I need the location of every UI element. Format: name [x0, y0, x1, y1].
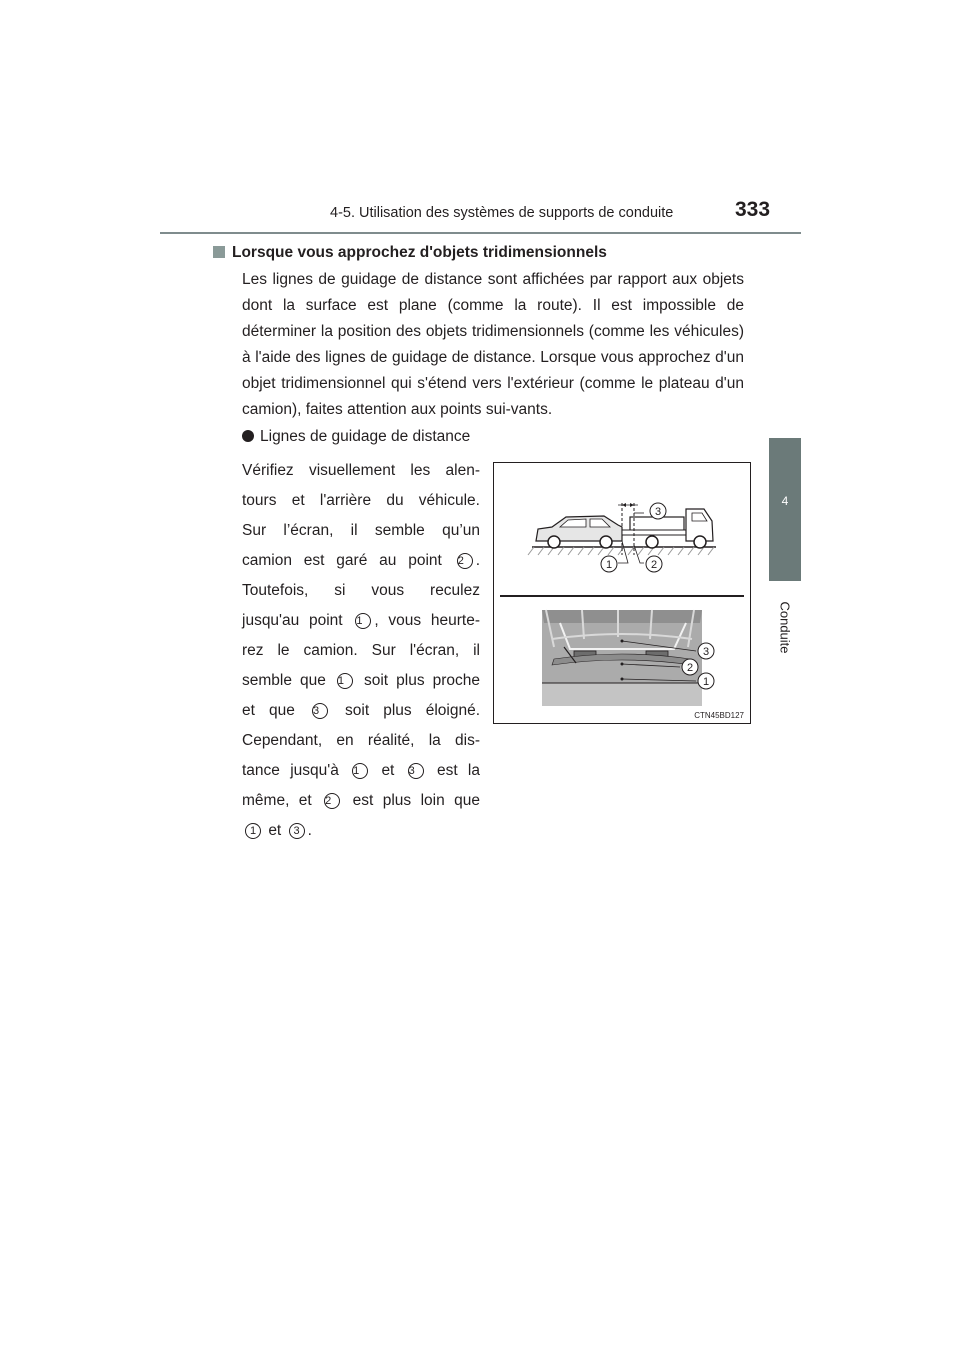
marker-1: 1 [352, 763, 368, 779]
figure-label-1: 1 [605, 559, 613, 571]
text-line: tance jusqu'à 1 et 3 est la [242, 762, 480, 779]
illustration-svg [494, 463, 750, 723]
marker-1: 1 [355, 613, 371, 629]
round-bullet-icon [242, 430, 254, 442]
marker-3: 3 [289, 823, 305, 839]
bullet-item [242, 428, 470, 446]
square-bullet-icon [213, 246, 225, 258]
text-line: Toutefois, si vous reculez [242, 582, 480, 599]
explanation-text [242, 456, 480, 846]
intro-paragraph: Les lignes de guidage de distance sont affichées par rapport aux objets dont la surface est plane (comme la route). Il est impossible de déterminer la position des objets tridimensionnels (comme les véhicules) à l'aide des lignes de guidage de distance. Lorsque vous approchez d'un objet tridimensionnel qui s'étend vers l'extérieur (comme le plateau d'un camion), faites attention aux points sui-vants. [242, 271, 744, 419]
figure-code: CTN45BD127 [694, 711, 744, 720]
text-line: jusqu'au point 1 , vous heurte- [242, 612, 480, 629]
chapter-tab-number: 4 [781, 494, 789, 508]
text-line: et que 3 soit plus éloigné. [242, 702, 480, 719]
figure-label-1: 1 [702, 676, 710, 688]
marker-3: 3 [408, 763, 424, 779]
marker-3: 3 [312, 703, 328, 719]
marker-2: 2 [457, 553, 473, 569]
marker-1: 1 [337, 673, 353, 689]
section-heading [213, 244, 607, 262]
marker-1: 1 [245, 823, 261, 839]
text-line: rez le camion. Sur l'écran, il [242, 642, 480, 659]
text-line: Cependant, en réalité, la dis- [242, 732, 480, 749]
figure-label-2: 2 [686, 662, 694, 674]
chapter-tab [769, 438, 801, 581]
text-line: semble que 1 soit plus proche [242, 672, 480, 689]
text-line: Vérifiez visuellement les alen- [242, 462, 480, 479]
text-line: Sur l’écran, il semble qu’un [242, 522, 480, 539]
section-heading-text: Lorsque vous approchez d'objets tridimensionnels [232, 244, 607, 261]
text-line: camion est garé au point 2 . [242, 552, 480, 569]
chapter-tab-label: Conduite [777, 601, 793, 654]
text-line: tours et l'arrière du véhicule. [242, 492, 480, 509]
text-line: même, et 2 est plus loin que [242, 792, 480, 809]
text-line: 1 et 3 . [242, 816, 480, 846]
marker-2: 2 [324, 793, 340, 809]
side-view-scene [528, 503, 716, 572]
page-number: 333 [735, 198, 771, 221]
figure-label-3: 3 [654, 506, 662, 518]
figure-label-2: 2 [650, 559, 658, 571]
bullet-text: Lignes de guidage de distance [260, 428, 471, 445]
illustration-figure [493, 462, 751, 724]
header-rule [160, 232, 801, 234]
camera-view-scene [542, 610, 714, 706]
figure-label-3: 3 [702, 646, 710, 658]
section-title: 4-5. Utilisation des systèmes de supports de conduite [330, 205, 674, 221]
